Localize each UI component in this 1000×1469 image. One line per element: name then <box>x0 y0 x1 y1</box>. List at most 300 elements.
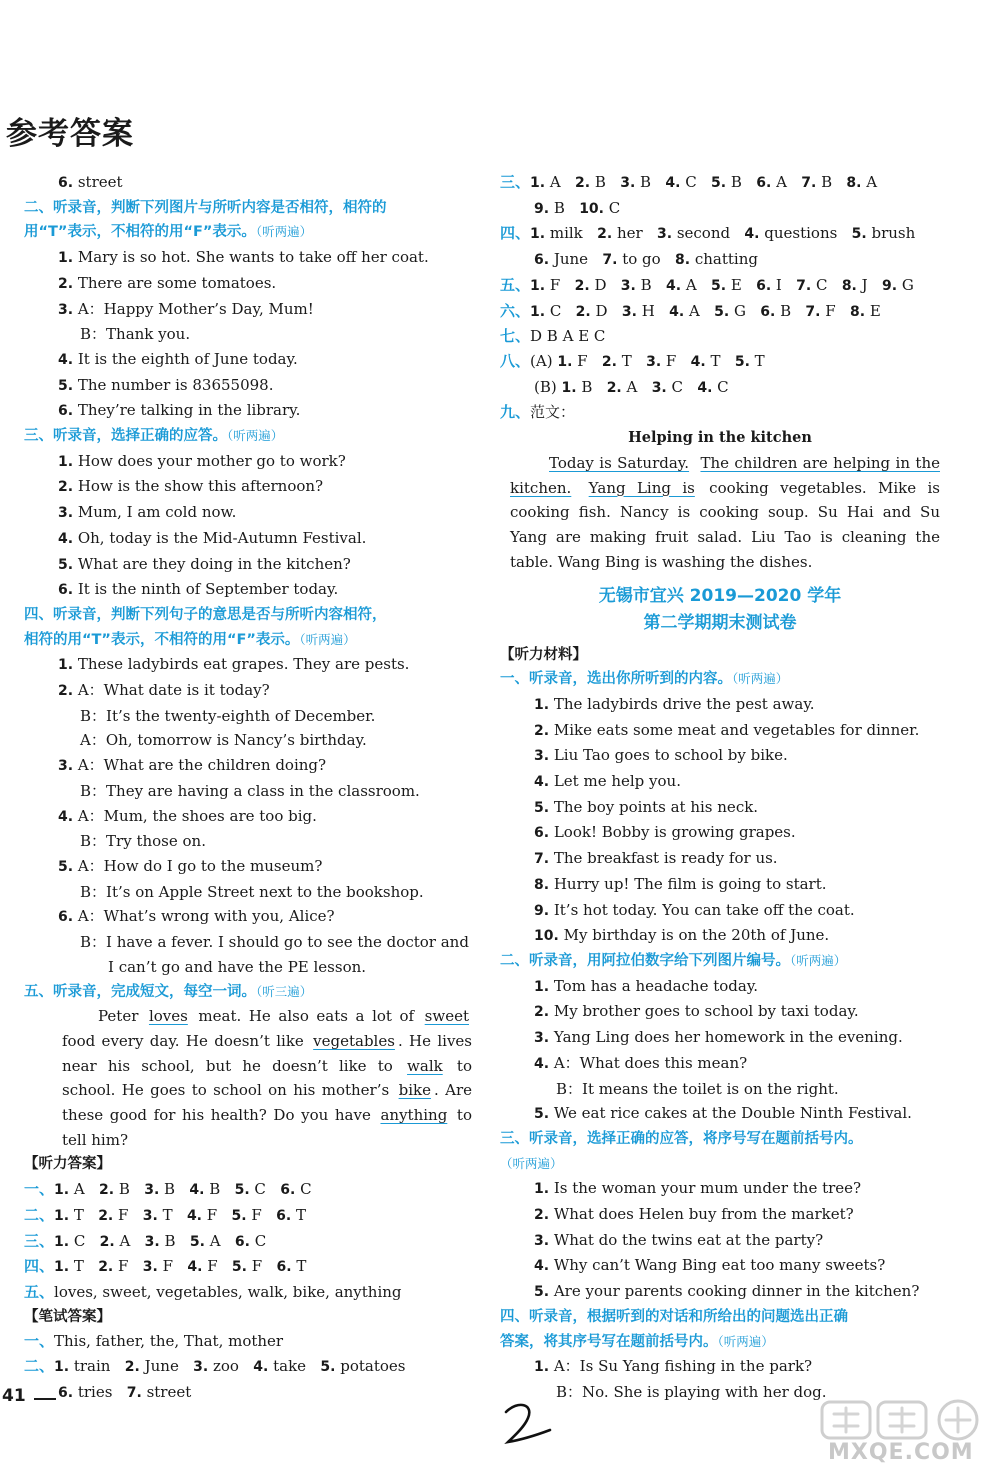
answer-value: A <box>209 1231 221 1250</box>
answer-line <box>24 1254 472 1280</box>
line-text: My birthday is on the 20th of June. <box>563 926 830 945</box>
line-text: Are your parents cooking dinner in the kitchen? <box>553 1282 920 1301</box>
answer-value: B <box>821 173 833 191</box>
line-text: We eat rice cakes at the Double Ninth Festival. <box>553 1104 912 1123</box>
item-number: 3. <box>58 505 74 522</box>
text-line <box>500 1228 940 1254</box>
text-line <box>24 804 472 830</box>
answer-blank: Today is Saturday. <box>549 454 690 473</box>
section-heading <box>500 1152 940 1177</box>
answer-value: B <box>553 198 565 217</box>
listen-note: （听两遍） <box>500 1155 563 1171</box>
answer-number: 8. <box>850 303 866 320</box>
text-line <box>500 974 940 1000</box>
answer-value: F <box>206 1205 218 1224</box>
text-line <box>500 795 940 821</box>
passage-text: . He lives near his school, but he doesn’t like to <box>62 1031 472 1075</box>
answer-number: 2. <box>98 1207 114 1224</box>
listen-note: （听两遍） <box>732 671 789 687</box>
essay-title: Helping in the kitchen <box>628 429 812 447</box>
text-line <box>24 347 472 373</box>
line-text: The boy points at his neck. <box>553 797 759 816</box>
line-text: It’s hot today. You can take off the coat. <box>553 900 855 919</box>
answer-value: F <box>251 1205 262 1224</box>
answer-section-label: 九、 <box>500 403 531 422</box>
text-line <box>24 170 472 196</box>
answer-section-label: 四、 <box>500 224 531 243</box>
answer-number: 3. <box>144 1182 160 1199</box>
answer-value: T <box>296 1257 307 1276</box>
section-heading <box>24 628 472 653</box>
item-number: 1. <box>534 1181 550 1198</box>
answer-line <box>500 221 940 247</box>
answer-number: 8. <box>841 277 857 294</box>
answer-number: 4. <box>253 1359 269 1376</box>
item-number: 3. <box>534 1232 550 1249</box>
section-heading <box>24 980 472 1005</box>
answer-number: 2. <box>124 1359 140 1376</box>
answer-value: C <box>685 173 697 191</box>
answer-value: T <box>295 1205 306 1224</box>
passage-paragraph <box>24 1004 472 1152</box>
text-line <box>500 1025 940 1051</box>
answer-number: 1. <box>561 379 577 396</box>
text-line <box>24 373 472 399</box>
answer-value: B <box>640 173 652 191</box>
answer-number: 8. <box>675 252 691 269</box>
answer-value: A <box>549 173 561 191</box>
answer-number: 1. <box>557 353 573 370</box>
line-text: Mike eats some meat and vegetables for dinner. <box>553 720 920 739</box>
answer-number: 6. <box>534 252 550 269</box>
answer-number: 5. <box>851 226 867 243</box>
answer-number: 1. <box>530 277 546 294</box>
answer-blank: The children are helping in the kitchen. <box>510 454 940 497</box>
answer-number: 4. <box>697 379 713 396</box>
line-text: The ladybirds drive the pest away. <box>553 694 815 713</box>
text-line <box>24 880 472 905</box>
answer-number: 5. <box>320 1359 336 1376</box>
text-line <box>24 552 472 578</box>
item-number: 4. <box>58 351 74 368</box>
item-number: 2. <box>58 683 74 700</box>
item-number: 6. <box>58 909 74 926</box>
answer-line <box>500 299 940 325</box>
answer-number: 4. <box>690 353 706 370</box>
text-line <box>24 322 472 347</box>
answer-blank: loves <box>148 1007 188 1026</box>
text-line <box>24 577 472 603</box>
item-number: 2. <box>534 1207 550 1224</box>
answer-number: 1. <box>54 1259 70 1276</box>
item-number: 1. <box>534 978 550 995</box>
answer-text: D B A E C <box>530 327 606 346</box>
answer-group-label: (B) <box>534 377 562 396</box>
text-line <box>24 829 472 854</box>
answer-number: 5. <box>189 1233 205 1250</box>
line-text: A：How do I go to the museum? <box>77 856 323 875</box>
answer-value: C <box>73 1231 86 1250</box>
answer-number: 1. <box>54 1233 70 1250</box>
answer-number: 4. <box>665 175 681 191</box>
heading-text: 五、听录音，完成短文，每空一词。 <box>24 983 256 1000</box>
answer-value: B <box>164 1231 176 1250</box>
text-line <box>500 999 940 1025</box>
item-number: 2. <box>534 722 550 739</box>
handwritten-mark-icon <box>500 1400 560 1450</box>
answer-line <box>500 400 940 425</box>
item-number: 4. <box>534 1055 550 1072</box>
answer-value: G <box>901 275 914 294</box>
answer-line <box>24 1329 472 1354</box>
answer-value: A <box>688 301 700 320</box>
answer-text: 范文： <box>530 403 576 422</box>
answer-line <box>500 170 940 196</box>
answer-value: T <box>710 351 721 370</box>
line-text: Look! Bobby is growing grapes. <box>553 823 796 842</box>
item-number: 4. <box>534 1258 550 1275</box>
line-text: B：Thank you. <box>80 325 191 344</box>
line-text: The number is 83655098. <box>77 375 274 394</box>
text-line <box>500 1077 940 1102</box>
answer-value: F <box>577 351 588 370</box>
answer-value: B <box>730 173 742 191</box>
answer-value: A <box>685 275 697 294</box>
section-heading <box>500 949 940 974</box>
answer-value: T <box>73 1257 84 1276</box>
answer-value: F <box>207 1257 218 1276</box>
listen-note: （听两遍） <box>255 224 313 240</box>
answer-number: 6. <box>756 277 772 294</box>
item-number: 6. <box>58 175 74 191</box>
passage-text: food every day. He doesn’t like <box>62 1031 311 1050</box>
answer-section-label: 二、 <box>24 1205 55 1224</box>
answer-value: I <box>775 275 782 294</box>
listen-note: （听两遍） <box>299 631 356 647</box>
text-line <box>24 904 472 930</box>
answer-value: A <box>626 377 638 396</box>
answer-number: 2. <box>575 175 591 191</box>
answer-value: C <box>671 377 684 396</box>
text-line <box>24 526 472 552</box>
answer-number: 4. <box>669 303 685 320</box>
answer-number: 1. <box>530 226 546 243</box>
text-line <box>500 1051 940 1077</box>
item-number: 1. <box>534 1359 550 1376</box>
answer-blank: bike <box>398 1081 431 1100</box>
text-line <box>24 753 472 779</box>
exam-title-line: 第二学期期末测试卷 <box>643 612 797 633</box>
item-number: 9. <box>534 902 550 919</box>
heading-text: 三、听录音，选择正确的应答，将序号写在题前括号内。 <box>500 1130 863 1147</box>
answer-value: D <box>594 275 607 294</box>
text-line <box>500 846 940 872</box>
line-text: It is the eighth of June today. <box>77 349 298 368</box>
answer-value: C <box>300 1180 312 1199</box>
section-heading <box>24 196 472 221</box>
answer-value: brush <box>871 224 916 243</box>
line-text: Is the woman your mum under the tree? <box>553 1179 862 1198</box>
answer-number: 3. <box>144 1233 160 1250</box>
answer-number: 6. <box>756 175 772 191</box>
item-number: 5. <box>534 1284 550 1301</box>
answer-value: B <box>581 377 593 396</box>
right-column <box>500 170 940 1405</box>
heading-text: 四、听录音，判断下列句子的意思是否与所听内容相符， <box>24 606 387 623</box>
answer-line <box>24 1177 472 1203</box>
answer-value: June <box>144 1357 179 1376</box>
answer-number: 7. <box>801 175 817 191</box>
answer-number: 2. <box>574 277 590 294</box>
page-title-text: 参考答案 <box>6 116 134 152</box>
answer-value: F <box>665 351 677 370</box>
answer-line <box>24 1203 472 1229</box>
answer-number: 7. <box>805 303 821 320</box>
text-line <box>24 449 472 475</box>
line-text: They’re talking in the library. <box>77 401 301 420</box>
answer-value: C <box>816 275 828 294</box>
answer-section-label: 五、 <box>500 275 531 294</box>
item-number: 3. <box>58 301 74 318</box>
text-line <box>24 779 472 804</box>
answer-number: 2. <box>575 303 591 320</box>
line-text: My brother goes to school by taxi today. <box>553 1002 859 1021</box>
item-number: 3. <box>534 748 550 765</box>
answer-line <box>500 375 940 401</box>
answer-line <box>500 324 940 349</box>
answer-number: 3. <box>142 1259 158 1276</box>
answer-number: 3. <box>142 1207 158 1224</box>
text-line <box>24 704 472 729</box>
line-text: Mum, I am cold now. <box>77 503 237 522</box>
exam-title <box>500 583 940 637</box>
line-text: A：What date is it today? <box>77 681 270 700</box>
answer-number: 4. <box>189 1182 205 1199</box>
line-text: B：Try those on. <box>80 832 206 851</box>
item-number: 4. <box>58 808 74 825</box>
section-heading <box>500 1305 940 1330</box>
answer-value: C <box>717 377 729 396</box>
answer-value: F <box>118 1205 129 1224</box>
answer-number: 7. <box>602 252 618 269</box>
passage-text: meat. He also eats a lot of <box>190 1007 422 1026</box>
item-number: 3. <box>534 1030 550 1047</box>
answer-section-label: 七、 <box>500 327 531 346</box>
answer-number: 10. <box>579 200 604 217</box>
item-number: 1. <box>58 657 74 674</box>
text-line <box>500 1279 940 1305</box>
answer-group-label: (A) <box>530 351 558 370</box>
text-line <box>24 500 472 526</box>
answer-value: E <box>730 275 742 294</box>
text-line <box>24 297 472 323</box>
item-number: 4. <box>534 774 550 791</box>
text-line <box>500 1176 940 1202</box>
answer-value: A <box>73 1180 85 1199</box>
answer-value: second <box>676 224 731 243</box>
answer-value: F <box>251 1257 263 1276</box>
answer-blank: walk <box>407 1056 443 1075</box>
line-text: These ladybirds eat grapes. They are pests. <box>77 655 410 674</box>
answer-number: 7. <box>796 277 812 294</box>
answer-number: 2. <box>98 1259 114 1276</box>
text-line <box>24 678 472 704</box>
text-line <box>500 692 940 718</box>
answer-number: 1. <box>54 1207 70 1224</box>
answer-number: 3. <box>620 175 636 191</box>
answer-value: B <box>209 1180 221 1199</box>
page-number: 41 <box>2 1386 26 1406</box>
text-line <box>500 898 940 924</box>
item-number: 2. <box>534 1004 550 1021</box>
line-text: It is the ninth of September today. <box>77 580 339 599</box>
line-text: A：What are the children doing? <box>77 756 327 775</box>
answer-section-label: 六、 <box>500 301 531 320</box>
text-line <box>500 743 940 769</box>
answer-section-label: 一、 <box>24 1180 55 1199</box>
answer-value: T <box>162 1205 173 1224</box>
answer-number: 5. <box>710 277 727 294</box>
heading-text: 二、听录音，用阿拉伯数字给下列图片编号。 <box>500 952 790 969</box>
line-text: A：Mum, the shoes are too big. <box>77 806 317 825</box>
item-number: 5. <box>58 377 74 394</box>
text-line <box>24 474 472 500</box>
answer-value: J <box>861 275 868 294</box>
answer-number: 3. <box>620 277 636 294</box>
line-text: Hurry up! The film is going to start. <box>553 874 827 893</box>
answer-number: 1. <box>530 175 546 191</box>
left-column <box>24 170 472 1405</box>
answer-section-label: 五、 <box>24 1282 55 1301</box>
line-text: What are they doing in the kitchen? <box>77 554 351 573</box>
answer-section-label: 三、 <box>500 173 531 191</box>
answer-value: C <box>549 301 562 320</box>
text-line <box>24 728 472 753</box>
item-number: 1. <box>58 453 74 470</box>
answer-value: G <box>733 301 746 320</box>
answer-line <box>24 1229 472 1255</box>
answer-number: 9. <box>534 200 550 217</box>
answer-value: A <box>866 173 878 191</box>
answer-number: 7. <box>126 1384 142 1401</box>
line-text: B：It’s the twenty-eighth of December. <box>80 706 376 725</box>
item-number: 5. <box>534 799 550 816</box>
answer-number: 3. <box>646 353 662 370</box>
line-text: Why can’t Wang Bing eat too many sweets? <box>553 1256 886 1275</box>
item-number: 4. <box>58 530 74 547</box>
heading-text: 答案，将其序号写在题前括号内。 <box>500 1333 718 1350</box>
line-text: How is the show this afternoon? <box>77 477 324 496</box>
text-line <box>500 1101 940 1127</box>
answer-section-label: 三、 <box>24 1231 55 1250</box>
section-heading <box>500 1330 940 1355</box>
line-text: A：Is Su Yang fishing in the park? <box>553 1357 813 1376</box>
answer-number: 6. <box>276 1259 292 1276</box>
answer-value: her <box>616 224 643 243</box>
answer-number: 6. <box>58 1384 74 1401</box>
line-text: B：They are having a class in the classroom. <box>80 781 420 800</box>
answer-section-label: 四、 <box>24 1257 55 1276</box>
passage-text: to school. He goes to school on his mother’s <box>62 1056 472 1100</box>
section-heading <box>24 603 472 628</box>
line-text: I can’t go and have the PE lesson. <box>108 957 367 976</box>
answer-number: 4. <box>665 277 682 294</box>
answer-number: 5. <box>734 353 750 370</box>
line-text: The breakfast is ready for us. <box>553 849 778 868</box>
answer-section-label: 一、 <box>24 1332 55 1351</box>
answer-line <box>24 1380 472 1406</box>
answer-number: 2. <box>601 353 617 370</box>
text-line <box>24 854 472 880</box>
answer-value: questions <box>764 224 838 243</box>
answer-number: 2. <box>99 1233 115 1250</box>
answer-value: F <box>162 1257 174 1276</box>
heading-text: 一、听录音，选出你所听到的内容。 <box>500 671 732 688</box>
heading-text: 相符的用“T”表示，不相符的用“F”表示。 <box>24 631 300 648</box>
line-text: A：Oh, tomorrow is Nancy’s birthday. <box>80 731 367 750</box>
answer-value: T <box>73 1205 84 1224</box>
answer-number: 3. <box>193 1359 209 1376</box>
watermark-url: MXQE.COM <box>828 1440 974 1465</box>
line-text: There are some tomatoes. <box>77 273 277 292</box>
text-line <box>500 1354 940 1380</box>
text-line <box>24 930 472 955</box>
line-text: B：No. She is playing with her dog. <box>556 1382 827 1401</box>
bracket-heading: 【听力答案】 <box>24 1156 111 1173</box>
answer-value: zoo <box>213 1357 239 1376</box>
answer-number: 4. <box>187 1259 203 1276</box>
answer-value: chatting <box>694 250 758 269</box>
answer-section-label: 八、 <box>500 351 531 370</box>
line-text: B：It’s on Apple Street next to the bookshop. <box>80 882 424 901</box>
answer-number: 5. <box>231 1207 247 1224</box>
listen-note: （听三遍） <box>256 983 313 999</box>
answer-value: potatoes <box>340 1357 406 1376</box>
answer-section-label: 二、 <box>24 1357 55 1376</box>
item-number: 6. <box>58 403 74 420</box>
bracket-heading: 【笔试答案】 <box>24 1308 111 1325</box>
answer-number: 8. <box>846 175 862 191</box>
text-line <box>24 245 472 271</box>
answer-number: 1. <box>54 1359 70 1376</box>
heading-text: 四、听录音，根据听到的对话和所给出的问题选出正确 <box>500 1308 848 1325</box>
line-text: Yang Ling does her homework in the evening. <box>553 1028 903 1047</box>
line-text: A：What does this mean? <box>553 1053 748 1072</box>
answer-value: tries <box>77 1382 113 1401</box>
page-number-rule <box>34 1398 56 1400</box>
passage-text: Peter <box>98 1007 146 1026</box>
listen-note: （听两遍） <box>717 1333 774 1349</box>
text-line <box>24 398 472 424</box>
line-text: A：Happy Mother’s Day, Mum! <box>77 299 314 318</box>
answer-number: 2. <box>597 226 613 243</box>
item-number: 1. <box>534 696 550 713</box>
answer-value: C <box>608 198 621 217</box>
page-title <box>6 108 134 153</box>
text-line <box>500 872 940 898</box>
line-text: What do the twins eat at the party? <box>553 1230 824 1249</box>
text-line <box>500 769 940 795</box>
answer-value: B <box>118 1180 130 1199</box>
answer-value: F <box>118 1257 129 1276</box>
item-number: 5. <box>58 556 74 573</box>
answer-number: 4. <box>744 226 760 243</box>
answer-line <box>500 349 940 375</box>
answer-value: train <box>73 1357 111 1376</box>
line-text: How does your mother go to work? <box>77 451 346 470</box>
answer-value: D <box>595 301 608 320</box>
answer-number: 6. <box>760 303 776 320</box>
